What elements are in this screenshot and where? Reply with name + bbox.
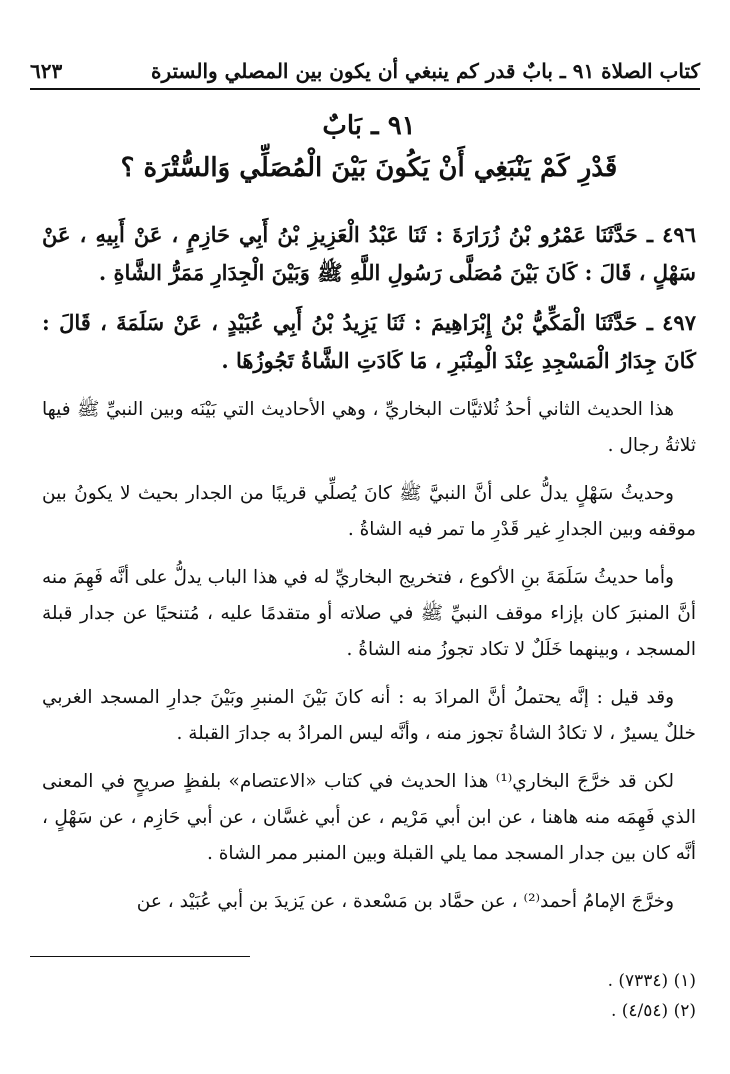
page-number: ٦٢٣: [30, 59, 63, 83]
commentary-paragraph: وحديثُ سَهْلٍ يدلُّ على أنَّ النبيَّ ﷺ كانَ يُصلِّي قريبًا من الجدار بحيث لا يكونُ بين موقفه وبين الجدارِ غير قَدْرِ ما تمر فيه الشاةُ .: [42, 483, 696, 540]
chapter-number: ٩١ ـ بَابٌ: [322, 111, 416, 141]
running-title: كتاب الصلاة ٩١ ـ بابٌ قدر كم ينبغي أن يكون بين المصلي والسترة: [150, 59, 700, 83]
header-rule: [30, 88, 700, 90]
commentary-paragraph: هذا الحديث الثاني أحدُ ثُلاثيَّات البخاريِّ ، وهي الأحاديث التي بَيْنَه وبين النبيِّ ﷺ فيها ثلاثةُ رجال .: [42, 399, 696, 456]
footnote-rule: [30, 956, 250, 957]
footnote-1: (١) (٧٣٣٤) .: [607, 971, 696, 991]
commentary-paragraph: وخرَّجَ الإمامُ أحمد⁽²⁾ ، عن حمَّاد بن مَسْعدة ، عن يَزيدَ بن أبي عُبَيْد ، عن: [136, 891, 674, 912]
commentary-paragraph: وقد قيل : إنَّه يحتملُ أنَّ المرادَ به : أنه كانَ بَيْنَ المنبرِ وبَيْنَ جدارِ المسجد الغربي خللٌ يسيرٌ ، لا تكادُ الشاةُ تجوز منه ، وأنَّه ليس المرادُ به جدارَ القبلة .: [42, 687, 696, 744]
footnote-2: (٢) (٤/٥٤) .: [610, 1001, 696, 1021]
hadith-496: ٤٩٦ ـ حَدَّثَنَا عَمْرُو بْنُ زُرَارَةَ : ثَنَا عَبْدُ الْعَزِيزِ بْنُ أَبِي حَازِمٍ ، عَنْ أَبِيهِ ، عَنْ سَهْلٍ ، قَالَ : كَانَ بَيْنَ مُصَلَّى رَسُولِ اللَّهِ ﷺ وَبَيْنَ الْجِدَارِ مَمَرُّ الشَّاةِ .: [42, 222, 696, 285]
page-body: [42, 106, 696, 932]
commentary-paragraph: وأما حديثُ سَلَمَةَ بنِ الأكوع ، فتخريج البخاريِّ له في هذا الباب يدلُّ على أنَّه فَهِمَ منه أنَّ المنبرَ كان بإزاء موقف النبيِّ ﷺ في صلاته أو متقدمًا عليه ، مُتنحيًا عن جدار قبلة المسجد ، وبينهما خَلَلٌ لا تكاد تجوزُ منه الشاةُ .: [42, 567, 696, 660]
hadith-497: ٤٩٧ ـ حَدَّثَنَا الْمَكِّيُّ بْنُ إِبْرَاهِيمَ : ثَنَا يَزِيدُ بْنُ أَبِي عُبَيْدٍ ، عَنْ سَلَمَةَ ، قَالَ : كَانَ جِدَارُ الْمَسْجِدِ عِنْدَ الْمِنْبَرِ ، مَا كَادَتِ الشَّاةُ تَجُوزُهَا .: [42, 310, 696, 373]
commentary-paragraph: لكن قد خرَّجَ البخاري⁽¹⁾ هذا الحديث في كتاب «الاعتصام» بلفظٍ صريحٍ في المعنى الذي فَهِمَه منه هاهنا ، عن ابن أبي مَرْيم ، عن أبي غسَّان ، عن أبي حَازِم ، عن سَهْلٍ ، أنَّه كان بين جدار المسجد مما يلي القبلة وبين المنبر ممر الشاة .: [42, 771, 696, 864]
footnotes: [30, 966, 696, 1026]
running-header: [30, 56, 700, 86]
chapter-title: قَدْرِ كَمْ يَنْبَغِي أَنْ يَكُونَ بَيْنَ الْمُصَلِّي وَالسُّتْرَة ؟: [120, 153, 618, 183]
